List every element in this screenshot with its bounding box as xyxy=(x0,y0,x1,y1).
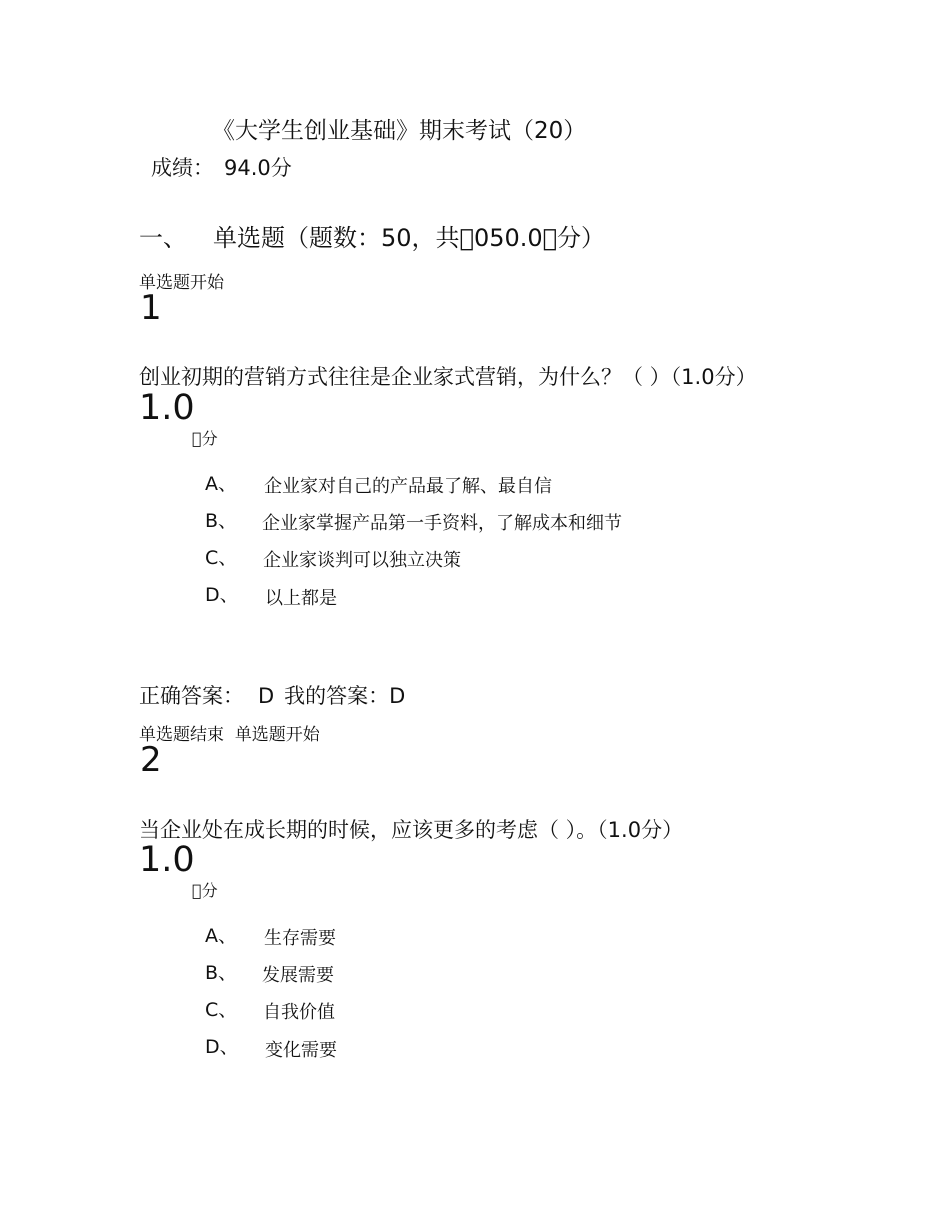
score-line xyxy=(151,152,292,182)
question-end-marker xyxy=(139,720,320,745)
question-end-text: 单选题结束 xyxy=(139,725,224,745)
correct-answer-label: 正确答案： xyxy=(139,684,244,708)
section-title: 单选题（题数：50，共 050.0 分） xyxy=(213,224,606,252)
score-value: 94.0分 xyxy=(224,156,292,180)
option-letter: A、 xyxy=(205,473,237,495)
question-text: 当企业处在成长期的时候，应该更多的考虑（ ）。（1.0分） xyxy=(139,818,684,842)
answer-line xyxy=(139,680,405,710)
option-letter: C、 xyxy=(205,999,238,1021)
option-text: 企业家掌握产品第一手资料，了解成本和细节 xyxy=(262,513,622,534)
exam-title: 《大学生创业基础》期末考试（20） xyxy=(212,118,587,144)
option-letter: B、 xyxy=(205,962,238,984)
question-number: 1 xyxy=(140,288,162,328)
section-number: 一、 xyxy=(139,224,187,252)
question-points: 1.0 xyxy=(139,840,195,880)
option-letter: C、 xyxy=(205,547,238,569)
option-text: 发展需要 xyxy=(262,965,334,986)
question-number: 2 xyxy=(140,740,162,780)
option-letter: B、 xyxy=(205,510,238,532)
option-letter: D、 xyxy=(205,1036,239,1058)
question-start-marker: 单选题开始 xyxy=(139,273,224,293)
option-text: 企业家谈判可以独立决策 xyxy=(263,550,461,571)
option-letter: D、 xyxy=(205,584,239,606)
section-heading xyxy=(139,218,605,253)
option-text: 以上都是 xyxy=(265,588,337,609)
question-start-text: 单选题开始 xyxy=(234,725,320,745)
my-answer-label: 我的答案： xyxy=(284,684,390,708)
question-points-unit:  分 xyxy=(192,881,218,900)
option-text: 生存需要 xyxy=(264,928,336,949)
option-letter: A、 xyxy=(205,925,237,947)
option-text: 自我价值 xyxy=(263,1002,335,1023)
question-text: 创业初期的营销方式往往是企业家式营销，为什么？（ ）（1.0分） xyxy=(139,365,757,389)
option-text: 变化需要 xyxy=(265,1040,337,1061)
option-text: 企业家对自己的产品最了解、最自信 xyxy=(264,476,552,497)
question-points: 1.0 xyxy=(139,388,195,428)
correct-answer-value: D xyxy=(258,684,275,708)
my-answer-value: D xyxy=(389,684,406,708)
score-label: 成绩： xyxy=(151,156,214,180)
question-points-unit:  分 xyxy=(192,429,218,448)
